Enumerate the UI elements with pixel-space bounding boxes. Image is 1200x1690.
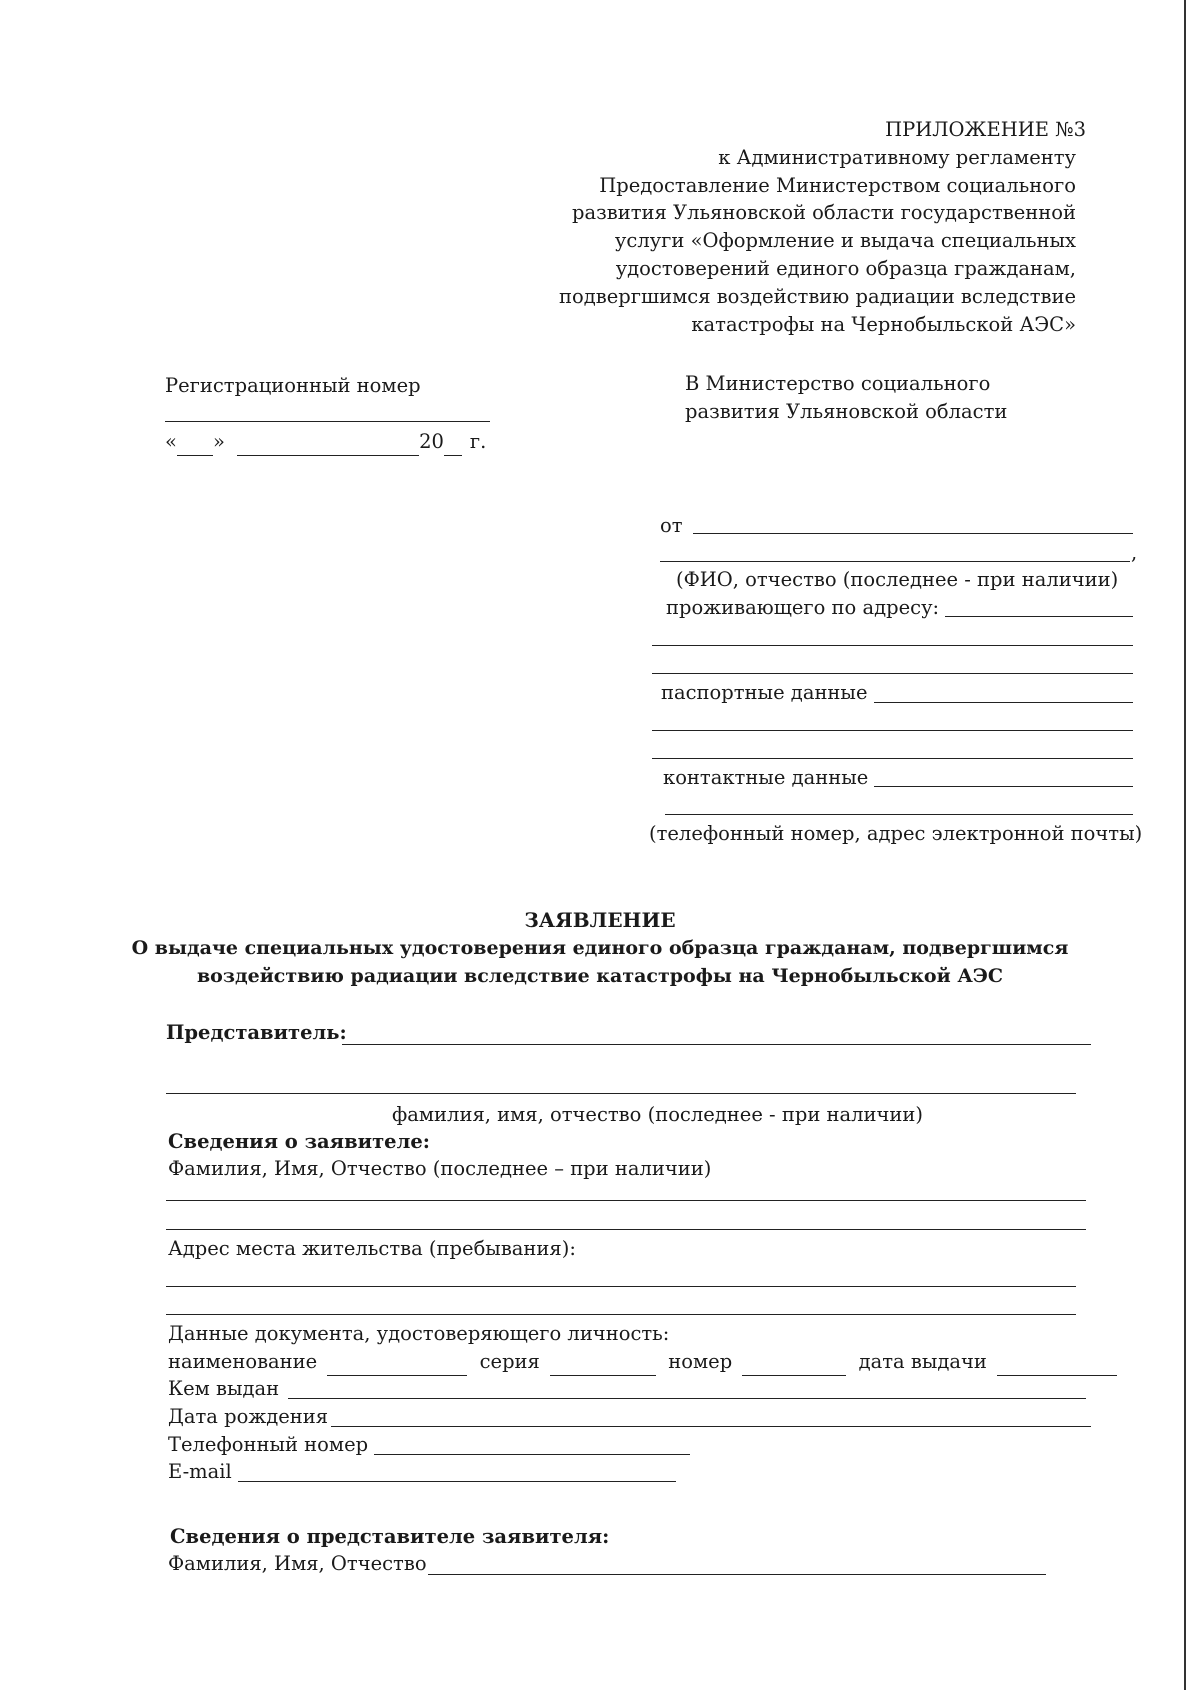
comma: , (1131, 541, 1138, 564)
recipient-line-1: В Министерство социального (685, 372, 991, 395)
registration-number-label: Регистрационный номер (165, 374, 421, 397)
representative-hint: фамилия, имя, отчество (последнее - при наличии) (392, 1103, 924, 1126)
registration-year-field[interactable] (444, 435, 462, 456)
contact-field[interactable] (874, 786, 1133, 787)
doc-name-field[interactable] (327, 1355, 467, 1376)
appendix-line-7: катастрофы на Чернобыльской АЭС» (691, 313, 1076, 336)
fio-hint: (ФИО, отчество (последнее - при наличии) (676, 568, 1119, 591)
doc-number-field[interactable] (742, 1355, 846, 1376)
quote-open: « (165, 430, 177, 453)
id-document-label: Данные документа, удостоверяющего личность: (168, 1322, 670, 1345)
appendix-line-1: к Административному регламенту (718, 146, 1076, 169)
doc-date-field[interactable] (997, 1355, 1117, 1376)
appendix-line-4: услуги «Оформление и выдача специальных (614, 229, 1076, 252)
address-field-line-3[interactable] (652, 673, 1133, 674)
id-document-row (168, 1348, 1117, 1376)
applicant-address-field[interactable] (166, 1286, 1076, 1287)
registration-year-prefix: 20 (419, 430, 444, 453)
registration-day-field[interactable] (177, 435, 213, 456)
representative-label: Представитель: (166, 1021, 347, 1044)
doc-series-label: серия (479, 1350, 540, 1373)
recipient-line-2: развития Ульяновской области (685, 400, 1008, 423)
contact-label: контактные данные (663, 766, 869, 789)
contact-hint: (телефонный номер, адрес электронной почты) (649, 822, 1143, 845)
contact-field-line-2[interactable] (665, 814, 1133, 815)
phone-field[interactable] (374, 1454, 690, 1455)
appendix-line-6: подвергшимся воздействию радиации вследствие (559, 285, 1076, 308)
representative-field-line-2[interactable] (166, 1093, 1076, 1094)
representative-info-heading: Сведения о представителе заявителя: (170, 1525, 610, 1548)
passport-field[interactable] (874, 702, 1133, 703)
registration-month-field[interactable] (237, 435, 419, 456)
registration-date-row (165, 428, 486, 456)
address-field[interactable] (945, 616, 1133, 617)
appendix-line-5: удостоверений единого образца гражданам, (615, 257, 1076, 280)
email-label: E-mail (168, 1460, 232, 1483)
birth-date-label: Дата рождения (168, 1405, 329, 1428)
applicant-fio-field[interactable] (166, 1200, 1086, 1201)
address-label: проживающего по адресу: (666, 596, 940, 619)
appendix-line-3: развития Ульяновской области государственной (572, 201, 1076, 224)
representative-field[interactable] (342, 1044, 1091, 1045)
passport-field-line-3[interactable] (652, 758, 1133, 759)
phone-label: Телефонный номер (168, 1433, 369, 1456)
doc-number-label: номер (668, 1350, 733, 1373)
doc-name-label: наименование (168, 1350, 318, 1373)
appendix-number: ПРИЛОЖЕНИЕ №3 (885, 118, 1086, 141)
issued-by-field[interactable] (288, 1398, 1086, 1399)
doc-date-label: дата выдачи (858, 1350, 987, 1373)
applicant-address-field-line-2[interactable] (166, 1314, 1076, 1315)
applicant-info-heading: Сведения о заявителе: (168, 1130, 430, 1153)
passport-field-line-2[interactable] (652, 730, 1133, 731)
registration-year-suffix: г. (469, 430, 487, 453)
from-field-line-2[interactable] (660, 561, 1130, 562)
statement-title: ЗАЯВЛЕНИЕ (524, 908, 676, 932)
issued-by-label: Кем выдан (168, 1377, 280, 1400)
birth-date-field[interactable] (331, 1426, 1091, 1427)
page-edge-shadow (1184, 0, 1186, 1690)
applicant-address-label: Адрес места жительства (пребывания): (168, 1237, 576, 1260)
from-field[interactable] (693, 533, 1133, 534)
passport-label: паспортные данные (661, 681, 868, 704)
representative-fio-field[interactable] (428, 1574, 1046, 1575)
from-label: от (660, 514, 683, 537)
registration-number-field[interactable] (165, 421, 490, 422)
email-field[interactable] (238, 1481, 676, 1482)
statement-subtitle-1: О выдаче специальных удостоверения единого образца гражданам, подвергшимся (131, 937, 1069, 959)
representative-fio-label: Фамилия, Имя, Отчество (168, 1552, 427, 1575)
address-field-line-2[interactable] (652, 645, 1133, 646)
doc-series-field[interactable] (550, 1355, 656, 1376)
applicant-fio-field-line-2[interactable] (166, 1229, 1086, 1230)
quote-close: » (212, 430, 225, 453)
applicant-fio-label: Фамилия, Имя, Отчество (последнее – при наличии) (168, 1157, 712, 1180)
statement-subtitle-2: воздействию радиации вследствие катастрофы на Чернобыльской АЭС (196, 965, 1004, 987)
appendix-line-2: Предоставление Министерством социального (599, 174, 1076, 197)
